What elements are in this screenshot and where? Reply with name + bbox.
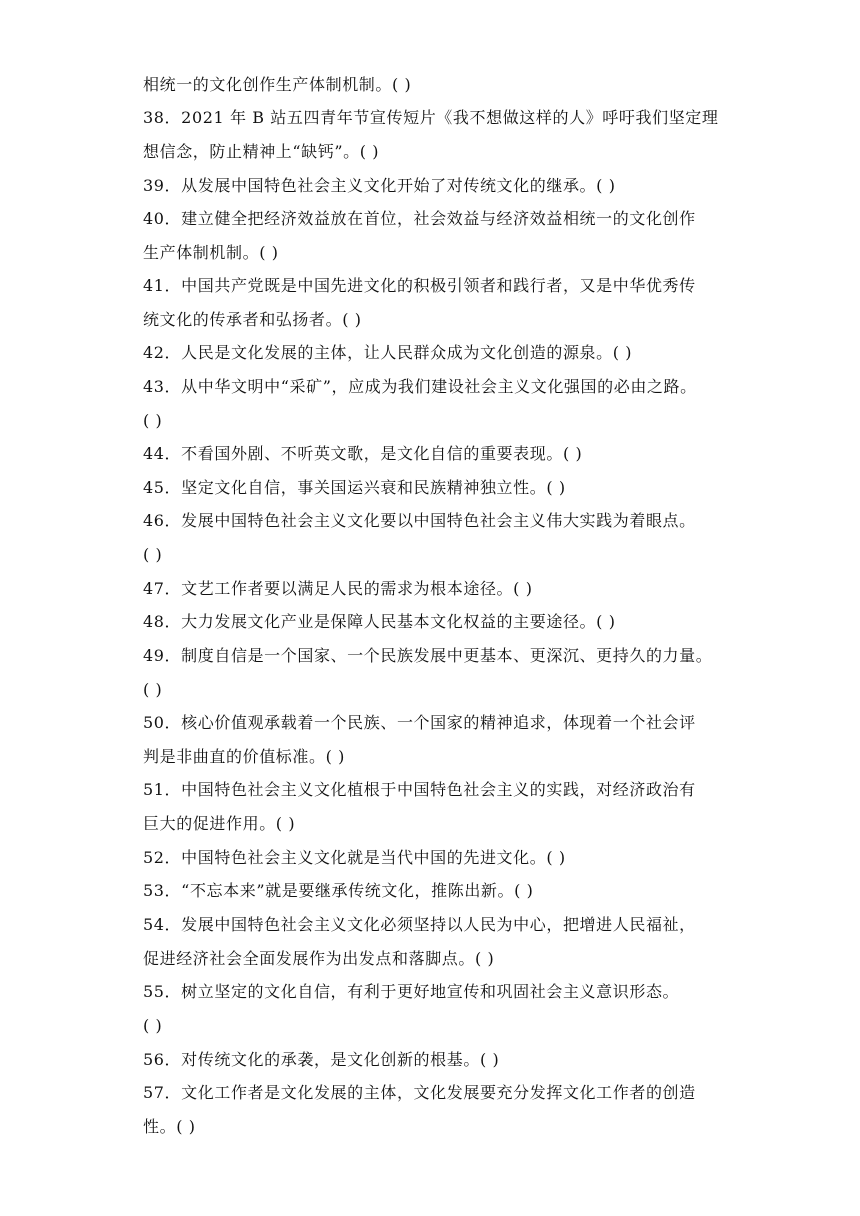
text-line: 49．制度自信是一个国家、一个民族发展中更基本、更深沉、更持久的力量。 bbox=[143, 646, 713, 665]
text-line: 生产体制机制。( ) bbox=[143, 243, 279, 262]
text-line: 促进经济社会全面发展作为出发点和落脚点。( ) bbox=[143, 949, 495, 968]
text-line: 统文化的传承者和弘扬者。( ) bbox=[143, 310, 362, 329]
text-line: 相统一的文化创作生产体制机制。( ) bbox=[143, 75, 412, 94]
text-line: 55．树立坚定的文化自信，有利于更好地宣传和巩固社会主义意识形态。 bbox=[143, 982, 680, 1001]
text-line: 想信念，防止精神上“缺钙”。( ) bbox=[143, 142, 380, 161]
text-line: ( ) bbox=[143, 411, 163, 430]
text-line: ( ) bbox=[143, 545, 163, 564]
text-line: 53．“不忘本来”就是要继承传统文化，推陈出新。( ) bbox=[143, 881, 534, 900]
text-line: 51．中国特色社会主义文化植根于中国特色社会主义的实践，对经济政治有 bbox=[143, 780, 696, 799]
text-line: ( ) bbox=[143, 1016, 163, 1035]
text-line: 52．中国特色社会主义文化就是当代中国的先进文化。( ) bbox=[143, 848, 566, 867]
text-line: 50．核心价值观承载着一个民族、一个国家的精神追求，体现着一个社会评 bbox=[143, 713, 696, 732]
text-line: 38．2021 年 B 站五四青年节宣传短片《我不想做这样的人》呼吁我们坚定理 bbox=[143, 108, 719, 127]
text-line: 39．从发展中国特色社会主义文化开始了对传统文化的继承。( ) bbox=[143, 176, 616, 195]
text-line: 57．文化工作者是文化发展的主体，文化发展要充分发挥文化工作者的创造 bbox=[143, 1083, 696, 1102]
text-line: ( ) bbox=[143, 680, 163, 699]
text-line: 56．对传统文化的承袭，是文化创新的根基。( ) bbox=[143, 1050, 500, 1069]
text-line: 47．文艺工作者要以满足人民的需求为根本途径。( ) bbox=[143, 579, 533, 598]
text-line: 判是非曲直的价值标准。( ) bbox=[143, 747, 345, 766]
text-line: 46．发展中国特色社会主义文化要以中国特色社会主义伟大实践为着眼点。 bbox=[143, 511, 696, 530]
text-line: 42．人民是文化发展的主体，让人民群众成为文化创造的源泉。( ) bbox=[143, 343, 633, 362]
text-line: 巨大的促进作用。( ) bbox=[143, 814, 296, 833]
text-line: 41．中国共产党既是中国先进文化的积极引领者和践行者，又是中华优秀传 bbox=[143, 276, 696, 295]
text-line: 40．建立健全把经济效益放在首位，社会效益与经济效益相统一的文化创作 bbox=[143, 209, 696, 228]
text-line: 43．从中华文明中“采矿”，应成为我们建设社会主义文化强国的必由之路。 bbox=[143, 377, 697, 396]
text-line: 45．坚定文化自信，事关国运兴衰和民族精神独立性。( ) bbox=[143, 478, 566, 497]
text-line: 44．不看国外剧、不听英文歌，是文化自信的重要表现。( ) bbox=[143, 444, 583, 463]
text-line: 性。( ) bbox=[143, 1117, 196, 1136]
text-line: 48．大力发展文化产业是保障人民基本文化权益的主要途径。( ) bbox=[143, 612, 616, 631]
text-line: 54．发展中国特色社会主义文化必须坚持以人民为中心，把增进人民福祉， bbox=[143, 915, 696, 934]
